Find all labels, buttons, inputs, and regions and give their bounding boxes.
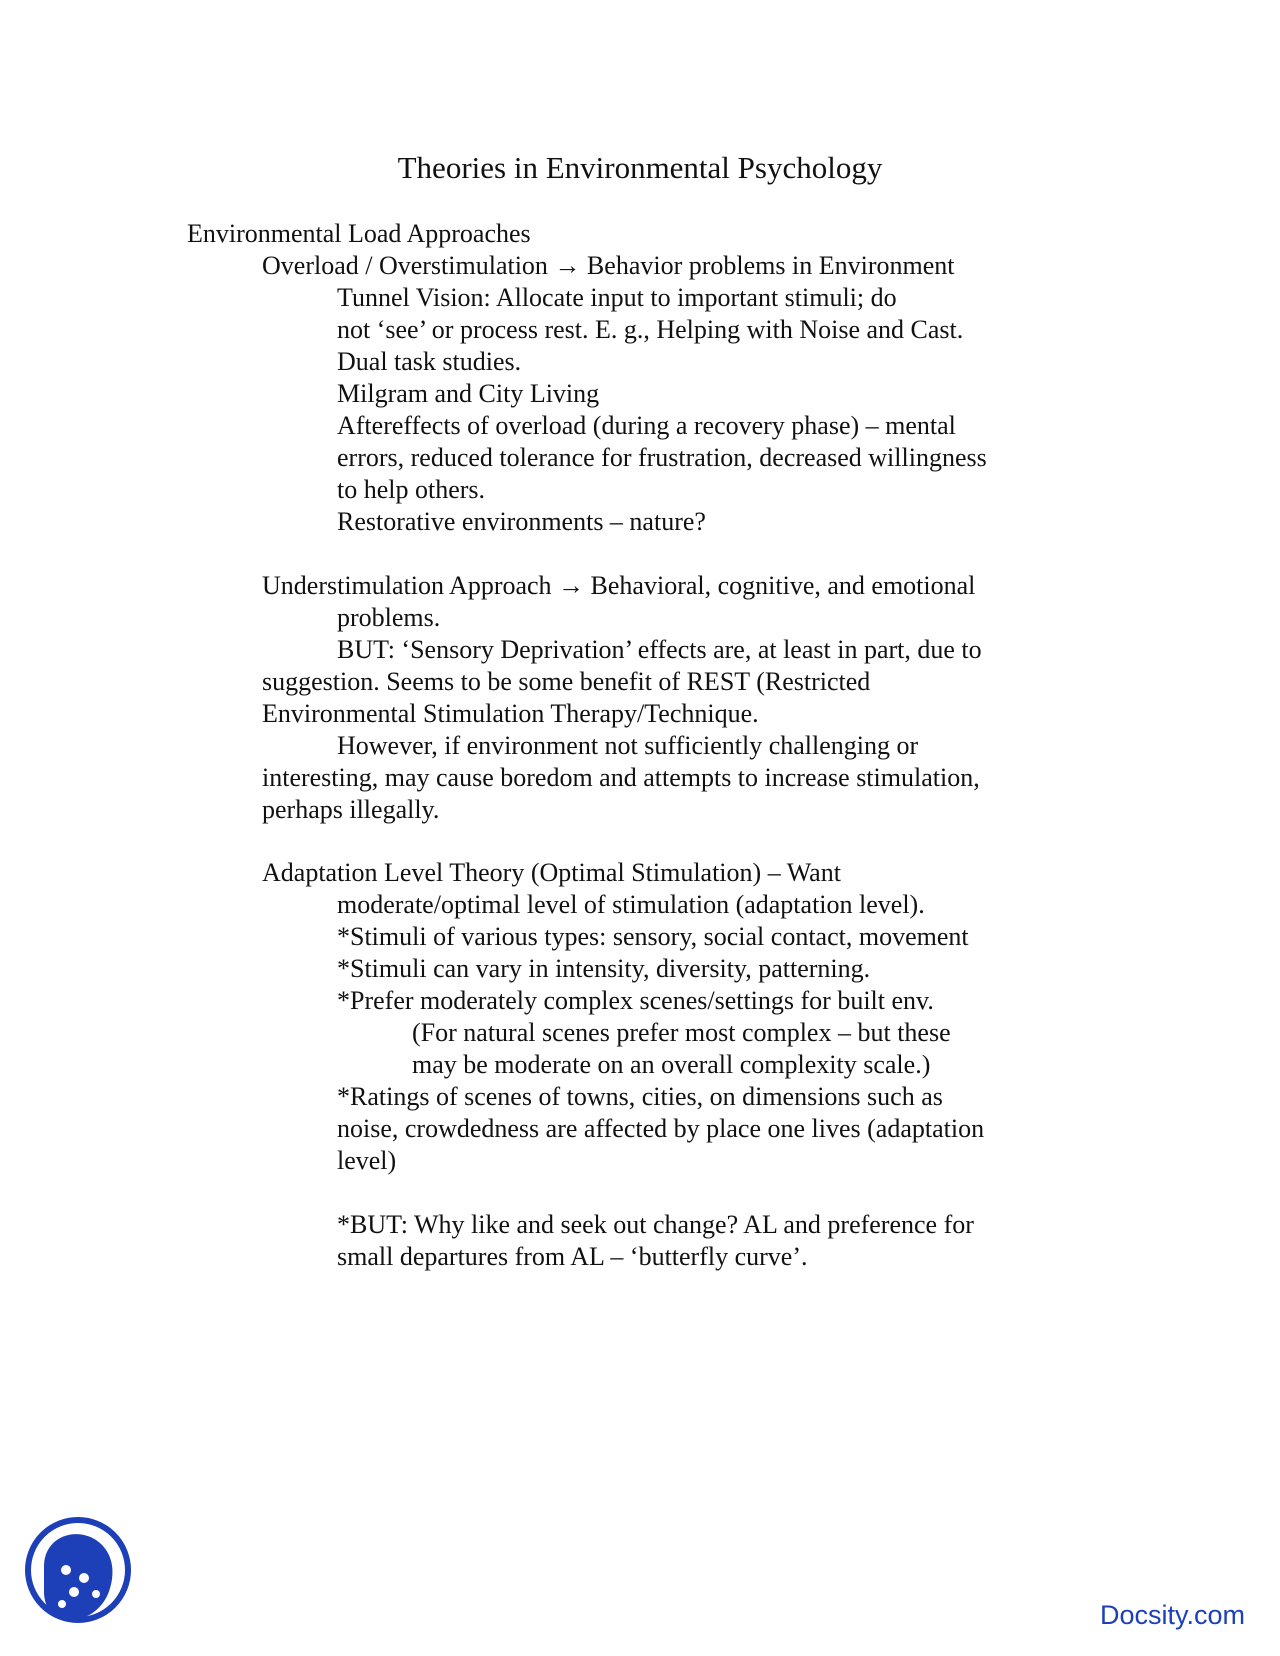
- text-line: Milgram and City Living: [337, 379, 600, 408]
- text-line: perhaps illegally.: [262, 795, 440, 824]
- text-line: errors, reduced tolerance for frustration, decreased willingness: [337, 443, 987, 472]
- subsection-heading: Adaptation Level Theory (Optimal Stimulation) – Want: [262, 858, 841, 887]
- text-line: Aftereffects of overload (during a recovery phase) – mental: [337, 411, 956, 440]
- text-line: Dual task studies.: [337, 347, 522, 376]
- docsity-logo-icon: [22, 1508, 134, 1642]
- text-line: may be moderate on an overall complexity scale.): [412, 1050, 931, 1079]
- text-line: *Stimuli of various types: sensory, social contact, movement: [337, 922, 969, 951]
- text-line: to help others.: [337, 475, 486, 504]
- section-heading: Environmental Load Approaches: [187, 219, 531, 248]
- text-line: Restorative environments – nature?: [337, 507, 706, 536]
- text-line: (For natural scenes prefer most complex – but these: [412, 1018, 951, 1047]
- text-line: interesting, may cause boredom and attempts to increase stimulation,: [262, 763, 980, 792]
- text-line: *Ratings of scenes of towns, cities, on dimensions such as: [337, 1082, 943, 1111]
- text-line: Tunnel Vision: Allocate input to important stimuli; do: [337, 283, 897, 312]
- text-line: BUT: ‘Sensory Deprivation’ effects are, at least in part, due to: [337, 635, 982, 664]
- text-line: problems.: [337, 603, 441, 632]
- text-line: *Prefer moderately complex scenes/settings for built env.: [337, 986, 934, 1015]
- text-line: However, if environment not sufficiently challenging or: [337, 731, 919, 760]
- text-line: suggestion. Seems to be some benefit of REST (Restricted: [262, 667, 871, 696]
- subsection-heading: Understimulation Approach → Behavioral, cognitive, and emotional: [262, 571, 976, 600]
- text-line: Environmental Stimulation Therapy/Technique.: [262, 699, 759, 728]
- docsity-brand-link[interactable]: Docsity.com: [1100, 1600, 1246, 1630]
- text-line: small departures from AL – ‘butterfly curve’.: [337, 1242, 808, 1271]
- text-line: moderate/optimal level of stimulation (adaptation level).: [337, 890, 925, 919]
- page-title: Theories in Environmental Psychology: [397, 150, 883, 185]
- text-line: *BUT: Why like and seek out change? AL and preference for: [337, 1210, 974, 1239]
- subsection-heading: Overload / Overstimulation → Behavior problems in Environment: [262, 251, 955, 280]
- text-line: level): [337, 1146, 397, 1175]
- text-line: noise, crowdedness are affected by place one lives (adaptation: [337, 1114, 985, 1143]
- text-line: *Stimuli can vary in intensity, diversity, patterning.: [337, 954, 871, 983]
- text-line: not ‘see’ or process rest. E. g., Helping with Noise and Cast.: [337, 315, 964, 344]
